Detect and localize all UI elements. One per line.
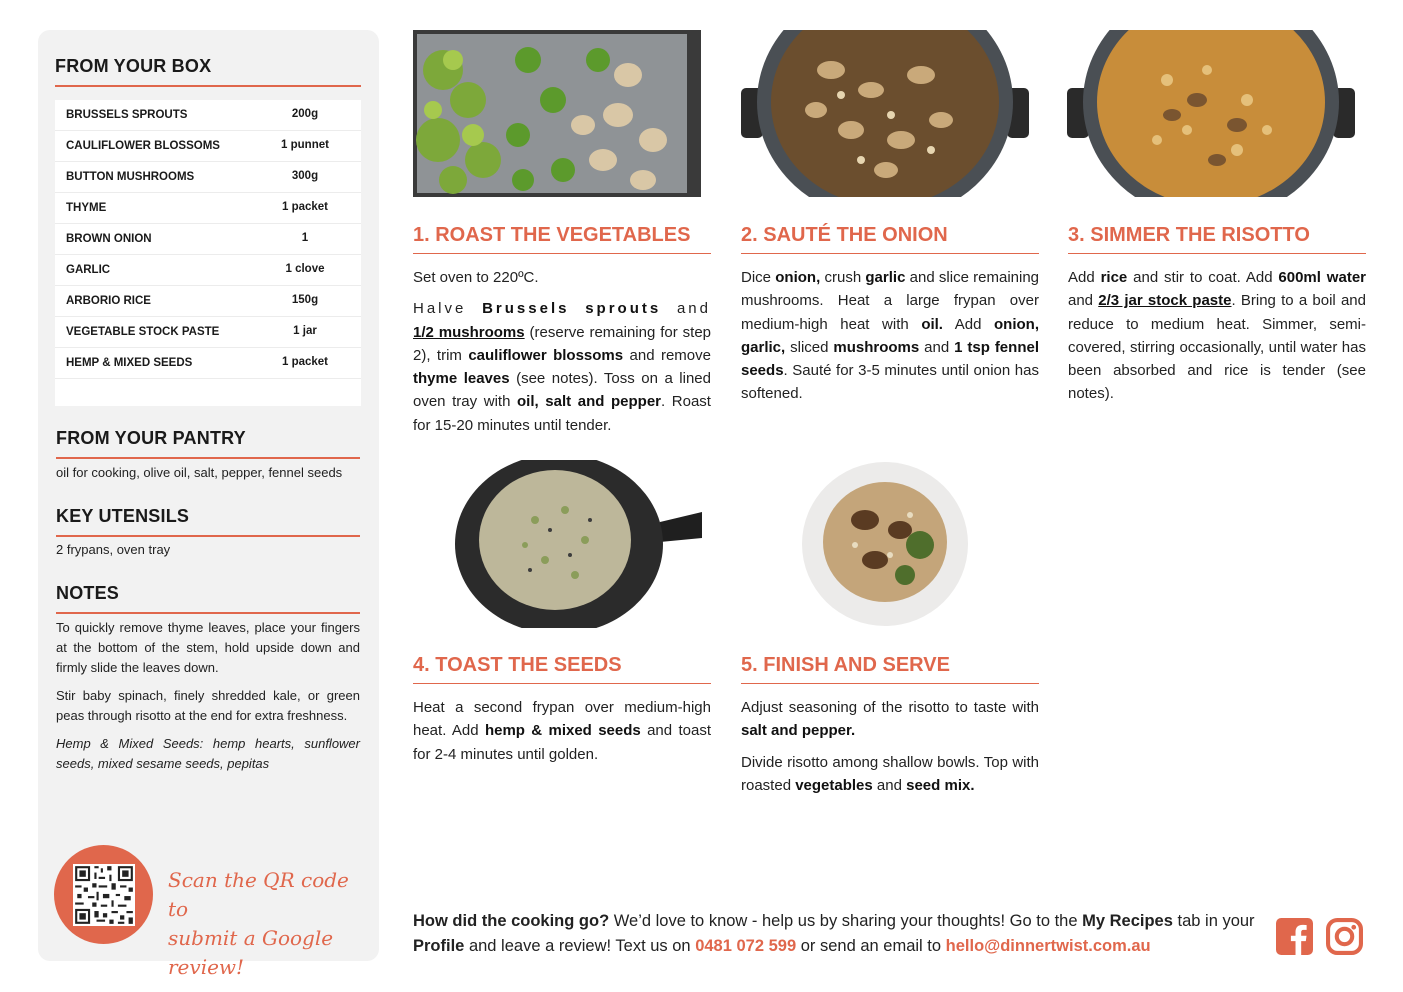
ingredient-row [55, 193, 361, 224]
qr-caption-line-1: Scan the QR code to [168, 868, 349, 921]
step-5-body [741, 696, 1039, 805]
step-5-season: Adjust seasoning of the risotto to taste with salt and pepper. [741, 699, 1039, 740]
step-4-title: 4. TOAST THE SEEDS [413, 654, 711, 684]
qr-code-icon[interactable] [73, 864, 135, 926]
ingredient-row [55, 317, 361, 348]
ingredient-row [55, 162, 361, 193]
step-1-title: 1. ROAST THE VEGETABLES [413, 224, 711, 254]
ingredient-row [55, 255, 361, 286]
ingredient-name: CAULIFLOWER BLOSSOMS [66, 140, 220, 152]
ingredient-name: ARBORIO RICE [66, 295, 151, 307]
ingredient-qty: 150g [291, 294, 319, 306]
ingredient-qty: 1 jar [293, 325, 317, 337]
ingredient-qty: 1 packet [281, 356, 329, 368]
ingredient-name: BRUSSELS SPROUTS [66, 109, 188, 121]
ingredient-name: GARLIC [66, 264, 111, 276]
from-your-pantry-title: FROM YOUR PANTRY [56, 428, 360, 459]
step-5-serve: Divide risotto among shallow bowls. Top with roasted vegetables and seed mix. [741, 753, 1039, 794]
qr-caption [168, 866, 368, 982]
ingredient-qty: 1 packet [281, 201, 329, 213]
phone-link[interactable]: 0481 072 599 [695, 937, 797, 955]
step-1-instructions: Halve Brussels sprouts and 1/2 mushrooms (reserve remaining for step 2), trim cauliflower blossoms and remove thyme leaves (see notes). Toss on a lined oven tray with oil, salt and pepper. Roast for 15-20 minutes until tender. [413, 300, 712, 434]
key-utensils-title: KEY UTENSILS [56, 506, 360, 537]
feedback-footer: How did the cooking go? We’d love to know - help us by sharing your thoughts! Go to the My Recipes tab in your Profile and leave a review! Text us on 0481 072 599 or send an email to hello@dinnertwist.com.au [413, 912, 1255, 955]
pantry-text: oil for cooking, olive oil, salt, pepper, fennel seeds [56, 465, 343, 480]
ingredient-qty: 1 punnet [281, 139, 329, 151]
ingredient-qty: 1 clove [285, 263, 325, 275]
ingredient-name: HEMP & MIXED SEEDS [66, 357, 193, 369]
ingredient-qty: 300g [291, 170, 319, 182]
ingredient-row [55, 131, 361, 162]
step-2-title: 2. SAUTÉ THE ONION [741, 224, 1039, 254]
step-1-intro: Set oven to 220ºC. [413, 269, 539, 286]
step-5-title: 5. FINISH AND SERVE [741, 654, 1039, 684]
toast-seeds-photo [455, 460, 702, 628]
sidebar [38, 30, 379, 979]
ingredient-name: VEGETABLE STOCK PASTE [66, 326, 220, 338]
step-3-instructions: Add rice and stir to coat. Add 600ml water and 2/3 jar stock paste. Bring to a boil and reduce to medium heat. Simmer, semi-covered, stirring occasionally, until water has been absorbed and rice is tender (see notes). [1068, 269, 1366, 403]
notes-title: NOTES [56, 583, 360, 614]
ingredient-name: THYME [66, 202, 107, 214]
step-2-body [741, 266, 1039, 414]
step-1-body [413, 266, 711, 445]
ingredient-qty: 1 [301, 232, 309, 244]
ingredient-row [55, 348, 361, 379]
roast-vegetables-photo [413, 30, 701, 197]
ingredient-row [55, 286, 361, 317]
step-3-body [1068, 266, 1366, 414]
qr-badge [54, 845, 153, 944]
step-2-instructions: Dice onion, crush garlic and slice remaining mushrooms. Heat a large frypan over medium-high heat with oil. Add onion, garlic, sliced mushrooms and 1 tsp fennel seeds. Sauté for 3-5 minutes until onion has softened. [741, 269, 1040, 403]
my-recipes-link[interactable]: My Recipes [1082, 912, 1173, 930]
note-2: Stir baby spinach, finely shredded kale, or green peas through risotto at the end for extra freshness. [56, 688, 360, 723]
instagram-icon[interactable] [1326, 918, 1363, 955]
step-3-title: 3. SIMMER THE RISOTTO [1068, 224, 1366, 254]
profile-link[interactable]: Profile [413, 937, 465, 955]
step-4-body [413, 696, 711, 774]
note-1: To quickly remove thyme leaves, place your fingers at the bottom of the stem, hold upside down and firmly slide the leaves down. [56, 620, 360, 675]
note-3: Hemp & Mixed Seeds: hemp hearts, sunflower seeds, mixed sesame seeds, pepitas [56, 736, 360, 771]
footer-question: How did the cooking go? [413, 912, 610, 930]
ingredient-qty: 200g [291, 108, 319, 120]
qr-caption-line-2: submit a Google review! [168, 926, 334, 979]
notes-body [56, 618, 360, 782]
from-your-box-title: FROM YOUR BOX [55, 56, 361, 87]
ingredient-name: BROWN ONION [66, 233, 152, 245]
simmer-risotto-photo [1067, 30, 1355, 197]
facebook-icon[interactable] [1276, 918, 1313, 955]
saute-onion-photo [741, 30, 1029, 197]
step-4-instructions: Heat a second frypan over medium-high heat. Add hemp & mixed seeds and toast for 2-4 minutes until golden. [413, 699, 711, 763]
email-link[interactable]: hello@dinnertwist.com.au [945, 937, 1151, 955]
ingredients-table [55, 100, 361, 406]
finished-dish-photo [800, 460, 970, 628]
ingredient-row [55, 100, 361, 131]
utensils-text: 2 frypans, oven tray [56, 542, 171, 557]
ingredient-name: BUTTON MUSHROOMS [66, 171, 195, 183]
ingredient-row [55, 224, 361, 255]
